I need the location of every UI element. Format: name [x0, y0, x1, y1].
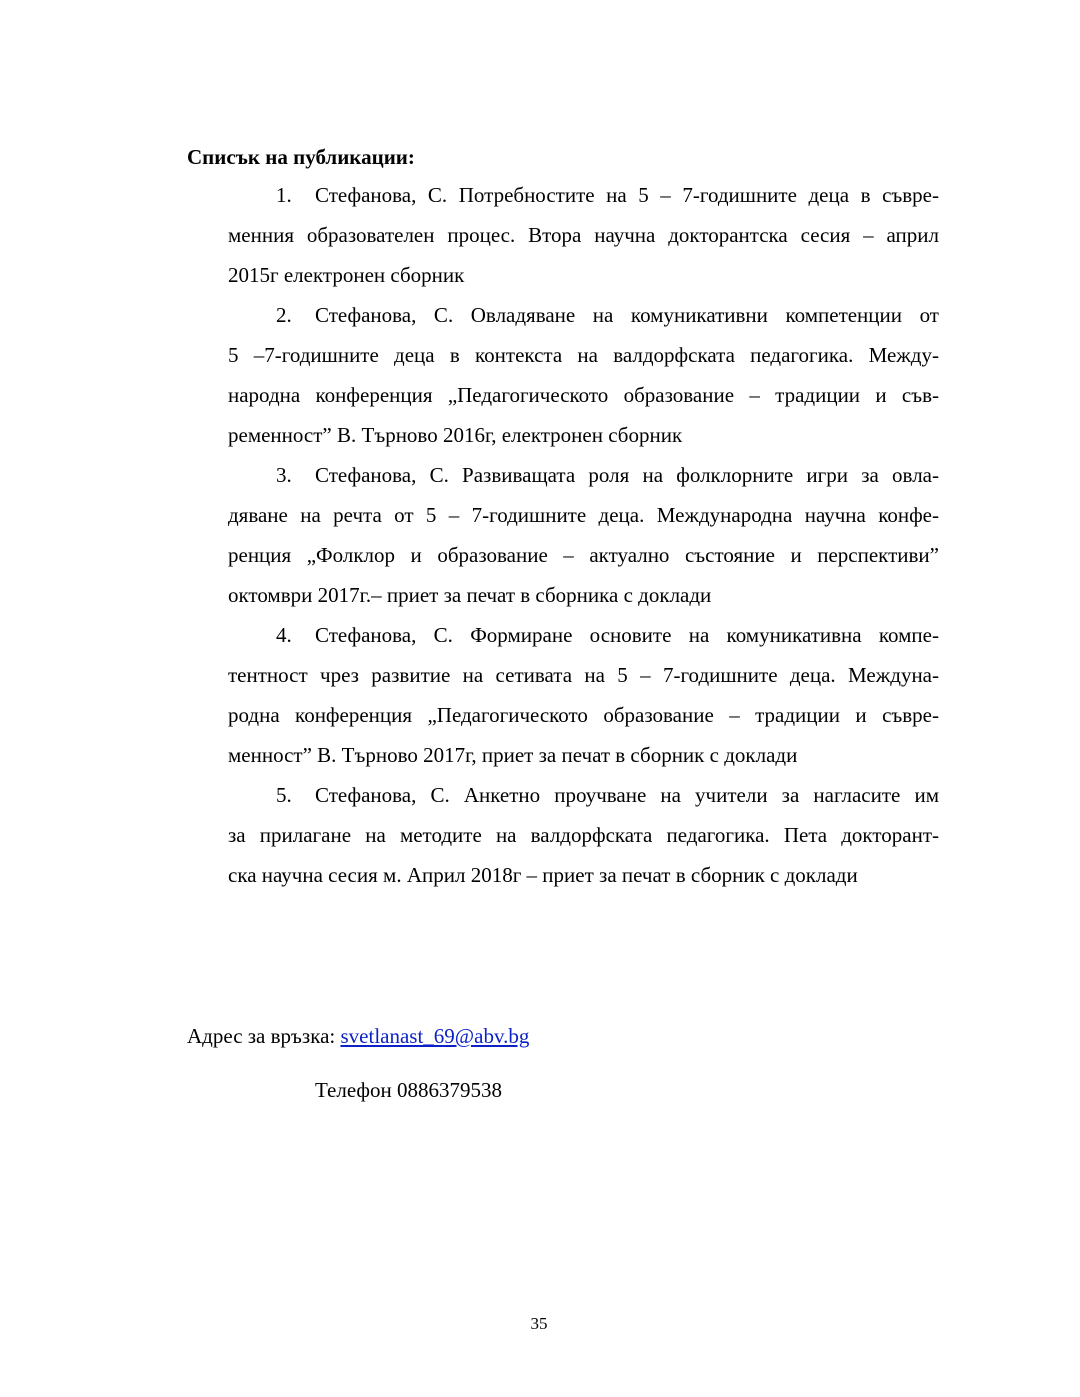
publication-line: родна конференция „Педагогическото образование – традиции и съвре- — [228, 703, 939, 727]
publication-line: 1. Стефанова, С. Потребностите на 5 – 7-годишните деца в съвре- — [276, 180, 939, 210]
publication-number: 3. — [276, 463, 292, 487]
publication-line: дяване на речта от 5 – 7-годишните деца. Международна научна конфе- — [228, 503, 939, 527]
publication-line: менност” В. Търново 2017г, приет за печат в сборник с доклади — [228, 743, 798, 767]
publication-line: 3. Стефанова, С. Развиващата роля на фолклорните игри за овла- — [276, 460, 939, 490]
publication-line: за прилагане на методите на валдорфската педагогика. Пета докторант- — [228, 823, 939, 847]
contact-address — [187, 1021, 529, 1051]
publication-number: 1. — [276, 183, 292, 207]
section-heading: Списък на публикации: — [187, 145, 415, 169]
publication-line: 2. Стефанова, С. Овладяване на комуникативни компетенции от — [276, 300, 939, 330]
publication-line: тентност чрез развитие на сетивата на 5 – 7-годишните деца. Междуна- — [228, 663, 939, 687]
publication-number: 2. — [276, 303, 292, 327]
publication-line: 5 –7-годишните деца в контекста на валдорфската педагогика. Между- — [228, 343, 939, 367]
publication-number: 4. — [276, 623, 292, 647]
publication-line: октомври 2017г.– приет за печат в сборника с доклади — [228, 583, 712, 607]
email-link[interactable]: svetlanast_69@abv.bg — [340, 1024, 530, 1048]
contact-label: Адрес за връзка: — [187, 1024, 336, 1048]
publication-line: 2015г електронен сборник — [228, 263, 465, 287]
publication-number: 5. — [276, 783, 292, 807]
publication-line: 5. Стефанова, С. Анкетно проучване на учители за нагласите им — [276, 780, 939, 810]
publication-line: народна конференция „Педагогическото образование – традиции и съв- — [228, 383, 939, 407]
publication-line: ренция „Фолклор и образование – актуално състояние и перспективи” — [228, 543, 939, 567]
publication-line: ременност” В. Търново 2016г, електронен сборник — [228, 423, 683, 447]
publication-line: 4. Стефанова, С. Формиране основите на комуникативна компе- — [276, 620, 939, 650]
publication-line: менния образователен процес. Втора научна докторантска сесия – април — [228, 223, 939, 247]
phone-number: Телефон 0886379538 — [315, 1078, 503, 1102]
publication-line: ска научна сесия м. Април 2018г – приет за печат в сборник с доклади — [228, 863, 858, 887]
page-number: 35 — [530, 1314, 548, 1333]
